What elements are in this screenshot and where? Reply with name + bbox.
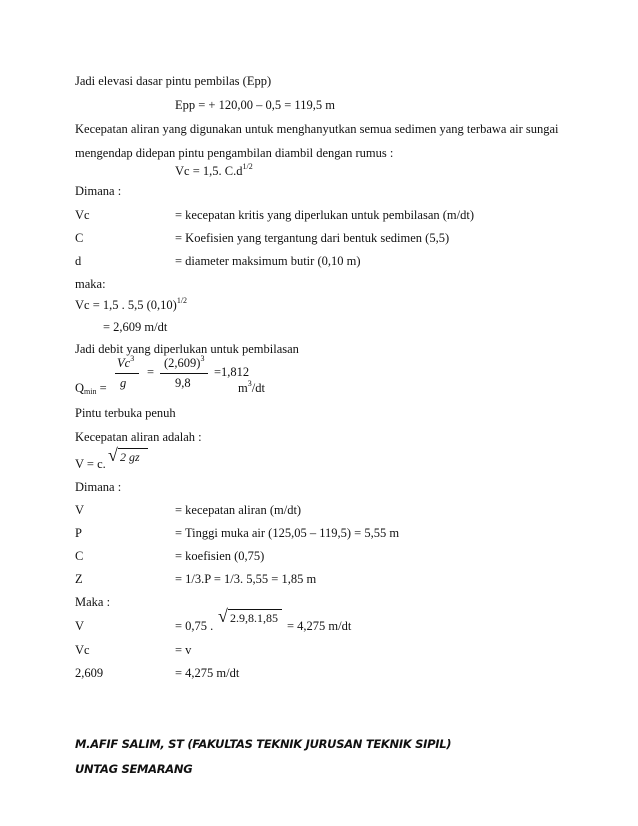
fraction-numerator: Vc$^3$ [117,354,135,370]
definition-text: = 1/3.P = 1/3. 5,55 = 1,85 m [175,572,317,586]
definition-row [0,254,638,268]
definition-row [0,549,638,563]
definition-text: = diameter maksimum butir (0,10 m) [175,254,361,268]
definition-label: Z [75,572,83,586]
definition-text: = kecepatan aliran (m/dt) [175,503,302,517]
text-line: Maka : [75,595,111,609]
sqrt-content: 2.9,8.1,85 [230,611,278,625]
text-line: Dimana : [75,184,122,198]
equation-vc-calc [75,298,187,312]
text-line: Dimana : [75,480,122,494]
text-line: Kecepatan aliran yang digunakan untuk menghanyutkan semua sedimen yang terbawa air sungai [75,122,559,136]
fraction-vc-over-g [115,356,145,392]
text-line: Jadi elevasi dasar pintu pembilas (Epp) [75,74,272,88]
definition-text: = 0,75 . [175,619,214,633]
fraction-denominator: g [120,376,127,390]
equation-epp: Epp = + 120,00 – 0,5 = 119,5 m [175,98,335,112]
footer-institution: UNTAG SEMARANG [75,762,193,776]
sqrt-bar [228,609,282,610]
definition-label: V [75,503,85,517]
definition-row [0,526,638,540]
definition-label: V [75,619,85,633]
text-line: Jadi debit yang diperlukan untuk pembilasan [75,342,299,356]
definition-row [0,666,638,680]
fraction-denominator: 9,8 [175,376,191,390]
definition-text: = v [175,643,192,657]
fraction-bar [160,373,208,374]
fraction-q-value [160,356,210,392]
fraction-bar [115,373,139,374]
equation-vc-calc-exponent: 1/2 [176,296,188,305]
text-line: mengendap didepan pintu pengambilan diambil dengan rumus : [75,146,394,160]
definition-label: C [75,549,84,563]
text-line: Pintu terbuka penuh [75,406,176,420]
text-line: maka: [75,277,106,291]
equation-vc [175,164,253,178]
sqrt-icon: √ [218,606,228,626]
equation-vc-exponent: 1/2 [242,162,253,171]
equation-v: V = c. [75,457,106,471]
equation-q-label: $Q_{min}$ = [75,381,107,396]
footer-author: M.AFIF SALIM, ST (FAKULTAS TEKNIK JURUSAN TEKNIK SIPIL) [75,737,452,751]
sqrt-icon: √ [108,445,118,465]
sqrt-content: 2 gz [120,450,140,464]
equation-result: = 2,609 m/dt [103,320,168,334]
definition-label: 2,609 [75,666,104,680]
sqrt-2-9-8-1-85 [218,607,282,629]
definition-text: = Tinggi muka air (125,05 – 119,5) = 5,55 m [175,526,400,540]
definition-label: Vc [75,643,90,657]
definition-text: = Koefisien yang tergantung dari bentuk sedimen (5,5) [175,231,450,245]
sqrt-2gz [108,446,148,466]
definition-row [0,503,638,517]
definition-row [0,619,638,633]
definition-label: Vc [75,208,90,222]
definition-row [0,231,638,245]
sqrt-bar [118,448,148,449]
equation-vc-calc-main: Vc = 1,5 . 5,5 (0,10) [75,298,177,312]
equation-v-result: = 4,275 m/dt [287,619,352,633]
equation-vc-main: Vc = 1,5. C.d [175,164,243,178]
definition-text: = koefisien (0,75) [175,549,265,563]
definition-row [0,208,638,222]
definition-label: P [75,526,82,540]
definition-text: = 4,275 m/dt [175,666,240,680]
equals-sign: = [147,365,155,379]
equation-q-result: =1,812 [214,365,250,379]
definition-label: C [75,231,84,245]
definition-label: d [75,254,82,268]
definition-row [0,572,638,586]
fraction-numerator: $(2,609)^3$ [164,354,205,370]
text-line: Kecepatan aliran adalah : [75,430,202,444]
equation-q-unit: $m^3/dt$ [238,379,265,395]
definition-row [0,643,638,657]
definition-text: = kecepatan kritis yang diperlukan untuk pembilasan (m/dt) [175,208,474,222]
